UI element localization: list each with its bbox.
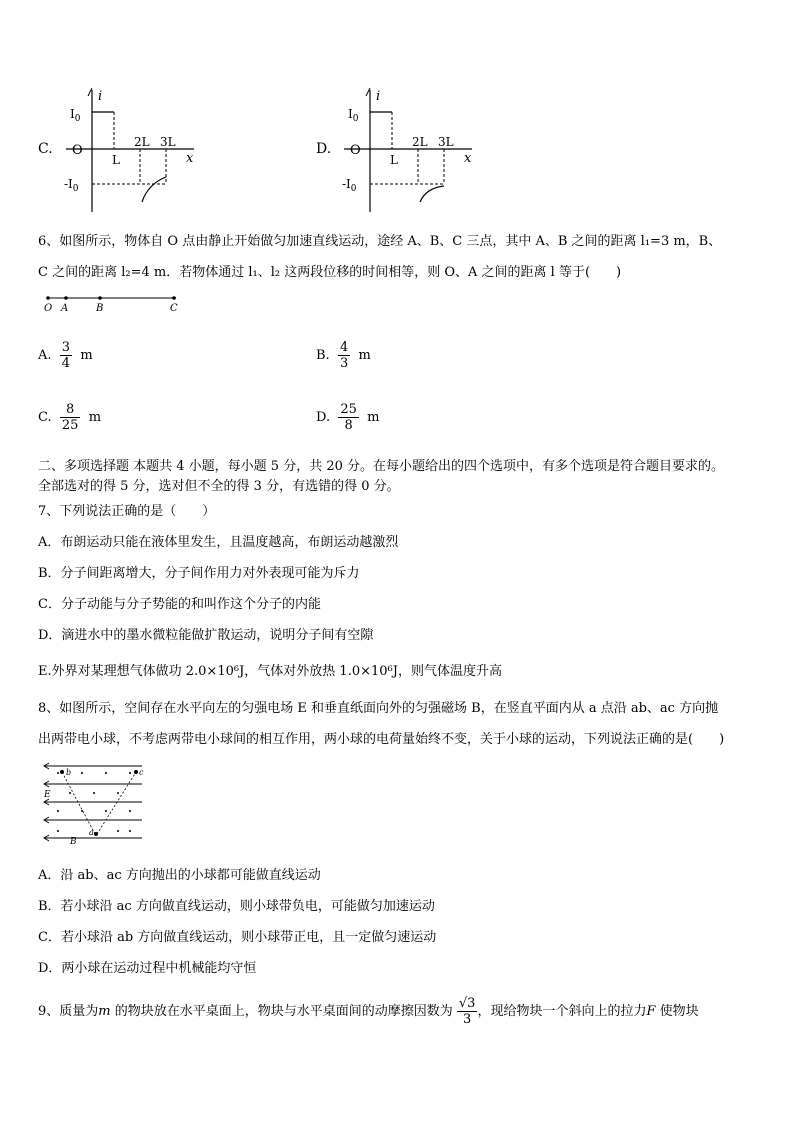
graph-d-x-label: x [464, 151, 472, 166]
q6-option-c[interactable] [38, 402, 101, 433]
q8-option-a[interactable]: A．沿 ab、ac 方向抛出的小球都可能做直线运动 [38, 868, 321, 883]
option-label: D. [316, 410, 331, 425]
section-2-heading-line2: 全部选对的得 5 分，选对但不全的得 3 分，有选错的得 0 分。 [38, 479, 400, 494]
option-fraction: $\frac{3}{4}$ [61, 340, 71, 371]
label-c: c [139, 768, 144, 777]
graph-d-tick-L: L [390, 153, 398, 167]
friction-coefficient-fraction: $\frac{√3}{3}$ [458, 996, 476, 1027]
q7-stem: 7、下列说法正确的是（ ） [38, 504, 216, 519]
mass-symbol: m [98, 1004, 111, 1019]
graph-d-tick-2L: 2L [412, 135, 428, 149]
point-B: B [96, 303, 104, 314]
graph-c-I0: $I_0$ [70, 107, 81, 124]
q8-stem-line2: 出两带电小球，不考虑两带电小球间的相互作用，两小球的电荷量始终不变，关于小球的运动，下列说法正确的是( ) [38, 732, 725, 747]
force-symbol: F [646, 1004, 656, 1019]
q8-option-b[interactable]: B．若小球沿 ac 方向做直线运动，则小球带负电，可能做匀加速运动 [38, 899, 435, 914]
q7-option-e[interactable]: E.外界对某理想气体做功 2.0×10⁶J，气体对外放热 1.0×10⁶J，则气体温度升高 [38, 664, 502, 679]
option-unit: m [88, 410, 102, 425]
q6-option-d[interactable] [316, 402, 380, 433]
q6-stem-line2: C 之间的距离 l₂=4 m．若物体通过 l₁、l₂ 这两段位移的时间相等，则 O、A 之间的距离 l 等于( ) [38, 265, 622, 280]
graph-d-axes [344, 88, 472, 212]
graph-c-origin: O [72, 143, 83, 158]
option-label: C. [38, 410, 52, 425]
graph-c-y-label: i [98, 89, 103, 104]
graph-d-curve [420, 186, 444, 202]
q6-option-b[interactable] [316, 340, 371, 371]
graph-c-axes [66, 88, 194, 212]
graph-d-origin: O [350, 143, 361, 158]
q7-option-c[interactable]: C．分子动能与分子势能的和叫作这个分子的内能 [38, 597, 321, 612]
graph-d-y-label: i [376, 89, 381, 104]
section-2-heading-line1: 二、多项选择题 本题共 4 小题，每小题 5 分，共 20 分。在每小题给出的四个选项中，有多个选项是符合题目要求的。 [38, 459, 725, 474]
point-A: A [61, 303, 69, 314]
option-fraction: $\frac{4}{3}$ [339, 340, 349, 371]
q5-graph-c [62, 84, 202, 216]
q5-option-c-label: C. [38, 141, 53, 157]
q8-field-figure [40, 760, 150, 850]
option-label: B. [316, 348, 330, 363]
label-B: B [70, 837, 77, 847]
trajectories [62, 772, 136, 834]
graph-c-negI0: $-I_0$ [64, 177, 79, 194]
label-E: E [44, 790, 51, 800]
q6-option-a[interactable] [38, 340, 93, 371]
q8-stem-line1: 8、如图所示，空间存在水平向左的匀强电场 E 和垂直纸面向外的匀强磁场 B，在竖直平面内从 a 点沿 ab、ac 方向抛 [38, 701, 719, 716]
graph-c-tick-3L: 3L [160, 135, 176, 149]
q7-option-d[interactable]: D．滴进水中的墨水微粒能做扩散运动，说明分子间有空隙 [38, 628, 374, 643]
option-fraction: $\frac{8}{25}$ [61, 402, 79, 433]
graph-c-x-label: x [186, 151, 194, 166]
option-label: A. [38, 348, 52, 363]
option-fraction: $\frac{25}{8}$ [340, 402, 357, 433]
option-unit: m [80, 348, 93, 363]
graph-c-tick-2L: 2L [134, 135, 150, 149]
graph-d-I0: $I_0$ [348, 107, 359, 124]
label-b: b [66, 768, 72, 777]
graph-d-tick-3L: 3L [438, 135, 454, 149]
label-a: a [89, 828, 94, 837]
point-O: O [44, 303, 53, 314]
q5-option-d-label: D. [316, 141, 332, 157]
q9-stem: 9、质量为m 的物块放在水平桌面上，物块与水平桌面间的动摩擦因数为 $\frac{√3}{3}$ ，现给物块一个斜向上的拉力F 使物块 [38, 996, 699, 1027]
q7-option-a[interactable]: A．布朗运动只能在液体里发生，且温度越高，布朗运动越激烈 [38, 535, 399, 550]
graph-d-negI0: $-I_0$ [342, 177, 357, 194]
q5-graph-d [340, 84, 480, 216]
graph-c-tick-L: L [112, 153, 120, 167]
q6-line-figure [40, 292, 190, 318]
point-C: C [170, 303, 178, 314]
q7-option-b[interactable]: B．分子间距离增大，分子间作用力对外表现可能为斥力 [38, 566, 360, 581]
graph-c-curve [142, 177, 166, 202]
q6-stem-line1: 6、如图所示，物体自 O 点由静止开始做匀加速直线运动，途经 A、B、C 三点，其中 A、B 之间的距离 l₁=3 m，B、 [38, 234, 722, 249]
q8-option-c[interactable]: C．若小球沿 ab 方向做直线运动，则小球带正电，且一定做匀速运动 [38, 930, 437, 945]
option-unit: m [367, 410, 380, 425]
option-unit: m [358, 348, 371, 363]
q8-option-d[interactable]: D．两小球在运动过程中机械能均守恒 [38, 961, 257, 976]
